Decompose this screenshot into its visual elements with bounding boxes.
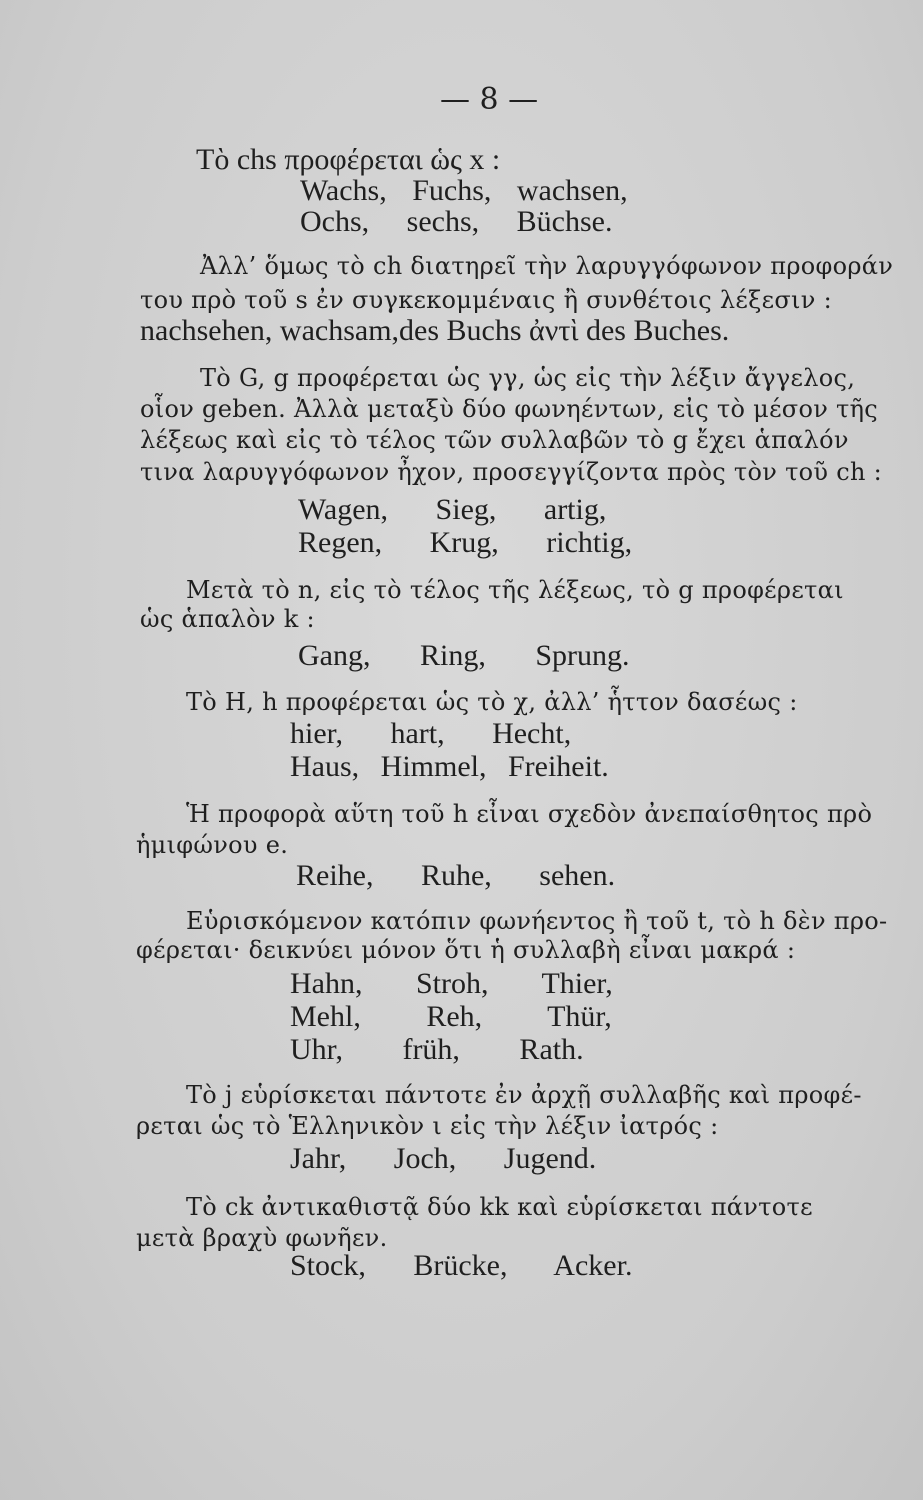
text-line: Τὸ chs προφέρεται ὡς x :: [196, 143, 501, 176]
text-line: τινα λαρυγγόφωνον ἦχον, προσεγγίζοντα πρὸς τὸν τοῦ ch :: [140, 458, 883, 486]
text-line: Τὸ ck ἀντικαθιστᾷ δύο kk καὶ εὑρίσκεται πάντοτε: [186, 1193, 813, 1221]
word-example-line: Wachs, Fuchs, wachsen,: [300, 174, 628, 207]
text-line: λέξεως καὶ εἰς τὸ τέλος τῶν συλλαβῶν τὸ g ἔχει ἁπαλόν: [140, 426, 849, 454]
text-line: ὡς ἁπαλὸν k :: [140, 605, 315, 633]
word-example-line: Jahr, Joch, Jugend.: [290, 1142, 597, 1175]
word-example-line: Ochs, sechs, Büchse.: [300, 205, 613, 238]
text-line: του πρὸ τοῦ s ἐν συγκεκομμέναις ἢ συνθέτοις λέξεσιν :: [140, 286, 832, 314]
word-example-line: Haus, Himmel, Freiheit.: [290, 750, 609, 783]
text-line: Τὸ j εὑρίσκεται πάντοτε ἐν ἀρχῇ συλλαβῆς καὶ προφέ-: [186, 1081, 862, 1109]
text-line: ρεται ὡς τὸ Ἑλληνικὸν ι εἰς τὴν λέξιν ἰατρός :: [136, 1112, 719, 1140]
text-line: Ἡ προφορὰ αὕτη τοῦ h εἶναι σχεδὸν ἀνεπαίσθητος πρὸ: [186, 800, 873, 828]
text-line: φέρεται· δεικνύει μόνον ὅτι ἡ συλλαβὴ εἶναι μακρά :: [136, 936, 796, 964]
word-example-line: Uhr, früh, Rath.: [290, 1033, 584, 1066]
text-line: Μετὰ τὸ n, εἰς τὸ τέλος τῆς λέξεως, τὸ g προφέρεται: [186, 576, 844, 604]
text-line: οἷον geben. Ἀλλὰ μεταξὺ δύο φωνηέντων, εἰς τὸ μέσον τῆς: [140, 395, 879, 423]
word-example-line: Gang, Ring, Sprung.: [298, 639, 630, 672]
text-line: ἡμιφώνου e.: [136, 831, 289, 859]
text-line: Τὸ G, g προφέρεται ὡς γγ, ὡς εἰς τὴν λέξιν ἄγγελος,: [200, 364, 856, 392]
text-line: nachsehen, wachsam,des Buchs ἀντὶ des Buches.: [140, 314, 730, 347]
word-example-line: Wagen, Sieg, artig,: [298, 493, 607, 526]
word-example-line: hier, hart, Hecht,: [290, 717, 572, 750]
word-example-line: Regen, Krug, richtig,: [298, 526, 633, 559]
word-example-line: Stock, Brücke, Acker.: [290, 1249, 633, 1282]
word-example-line: Reihe, Ruhe, sehen.: [296, 859, 616, 892]
page-number: — 8 —: [440, 82, 539, 117]
text-line: μετὰ βραχὺ φωνῆεν.: [136, 1224, 388, 1252]
word-example-line: Hahn, Stroh, Thier,: [290, 967, 613, 1000]
word-example-line: Mehl, Reh, Thür,: [290, 1000, 612, 1033]
text-line: Εὑρισκόμενον κατόπιν φωνήεντος ἢ τοῦ t, τὸ h δὲν προ-: [186, 907, 888, 935]
text-line: Ἀλλ’ ὅμως τὸ ch διατηρεῖ τὴν λαρυγγόφωνον προφοράν: [200, 252, 894, 280]
text-line: Τὸ H, h προφέρεται ὡς τὸ χ, ἀλλ’ ἧττον δασέως :: [186, 688, 798, 716]
